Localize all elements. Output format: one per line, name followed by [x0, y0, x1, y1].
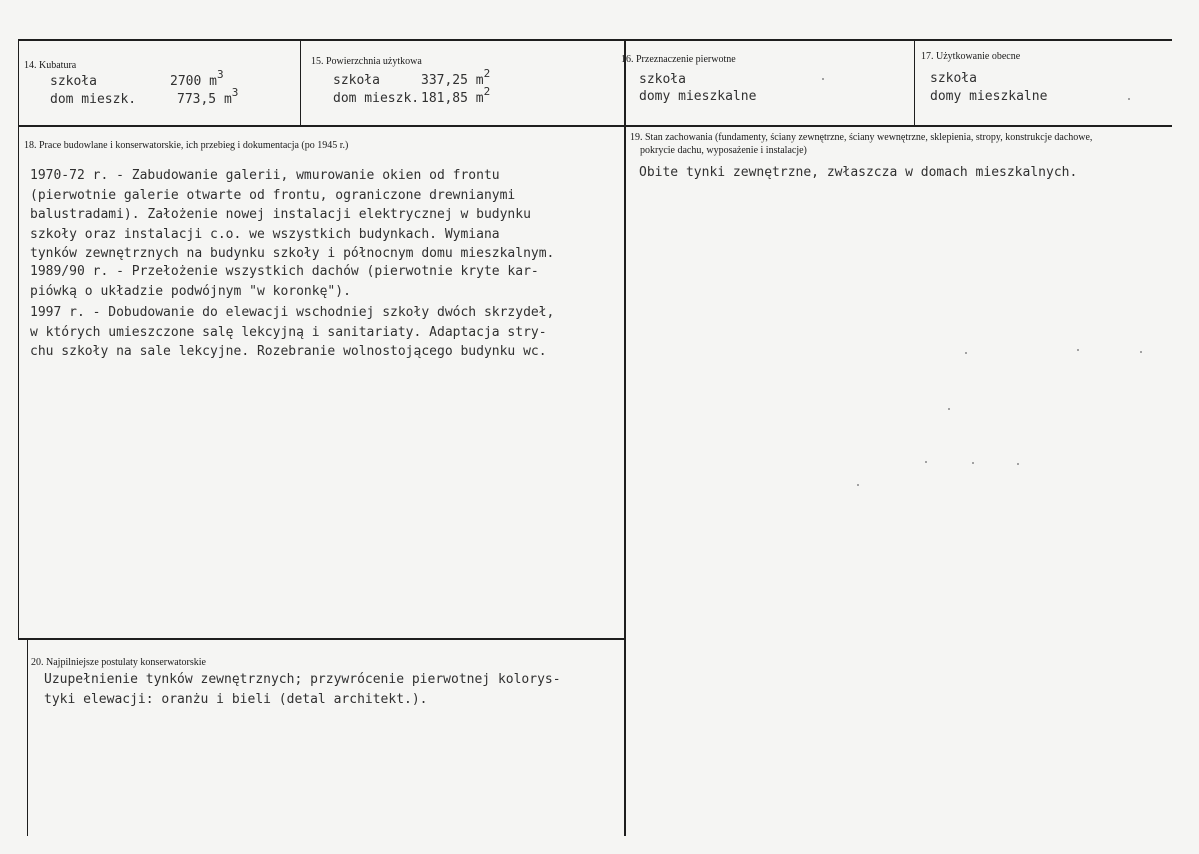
scan-speck: [948, 408, 950, 410]
przeznaczenie-header: 16. Przeznaczenie pierwotne: [621, 54, 736, 65]
divider-16-17: [914, 40, 915, 126]
prace-line: piówką o układzie podwójnym "w koronkę").: [30, 283, 351, 299]
uzytkowanie-header: 17. Użytkowanie obecne: [921, 51, 1021, 62]
przeznaczenie-line: szkoła: [639, 72, 686, 87]
left-border: [18, 39, 19, 639]
kubatura-row-value: 2700 $m^3$: [170, 67, 224, 89]
prace-line: (pierwotnie galerie otwarte od frontu, ograniczone drewnianymi: [30, 187, 516, 203]
kubatura-row-name: dom mieszk.: [50, 92, 137, 107]
scan-speck: [925, 461, 927, 463]
uzytkowanie-line: domy mieszkalne: [930, 89, 1048, 104]
stan-header: 19. Stan zachowania (fundamenty, ściany zewnętrzne, ściany wewnętrzne, sklepienia, stropy, konstrukcje dachowe,: [630, 132, 1093, 143]
prace-paragraph: [30, 166, 620, 264]
postulaty-line: Uzupełnienie tynków zewnętrznych; przywrócenie pierwotnej kolorys-: [44, 672, 561, 687]
kubatura-row-value: 773,5 $m^3$: [177, 85, 239, 107]
scan-speck: [1128, 98, 1130, 100]
prace-line: tynków zewnętrznych na budynku szkoły i północnym domu mieszkalnym.: [30, 246, 555, 261]
powierzchnia-header: 15. Powierzchnia użytkowa: [311, 56, 422, 67]
scan-speck: [972, 462, 974, 464]
kubatura-row-name: szkoła: [50, 74, 97, 89]
przeznaczenie-line: domy mieszkalne: [639, 89, 757, 104]
prace-line: 1997 r. - Dobudowanie do elewacji wschodniej szkoły dwóch skrzydeł,: [30, 305, 555, 320]
section-20-rule: [18, 638, 626, 640]
powierzchnia-row-name: dom mieszk.: [333, 91, 420, 106]
stan-header-cont: pokrycie dachu, wyposażenie i instalacje): [640, 145, 807, 156]
prace-line: szkoły oraz instalacji c.o. we wszystkich budynkach. Wymiana: [30, 226, 500, 242]
stan-text: Obite tynki zewnętrzne, zwłaszcza w domach mieszkalnych.: [639, 165, 1078, 180]
prace-line: 1989/90 r. - Przełożenie wszystkich dachów (pierwotnie kryte kar-: [30, 264, 539, 279]
prace-line: 1970-72 r. - Zabudowanie galerii, wmurowanie okien od frontu: [30, 168, 500, 183]
prace-line: chu szkoły na sale lekcyjne. Rozebranie wolnostojącego budynku wc.: [30, 344, 547, 359]
kubatura-header: 14. Kubatura: [24, 60, 77, 71]
divider-14-15: [300, 40, 301, 126]
powierzchnia-row-value: 337,25 $m^2$: [421, 66, 491, 88]
scan-speck: [857, 484, 859, 486]
uzytkowanie-line: szkoła: [930, 71, 977, 86]
header-row-rule: [18, 125, 1172, 127]
scan-speck: [1140, 351, 1142, 353]
prace-paragraph: [30, 303, 620, 362]
scan-speck: [822, 78, 824, 80]
scan-speck: [1077, 349, 1079, 351]
section-20-left-border: [27, 639, 28, 836]
prace-line: balustradami). Założenie nowej instalacji elektrycznej w budynku: [30, 207, 531, 222]
center-divider: [624, 40, 626, 836]
postulaty-header: 20. Najpilniejsze postulaty konserwatorskie: [31, 657, 206, 668]
top-rule: [18, 39, 1172, 41]
powierzchnia-row-value: 181,85 $m^2$: [421, 84, 491, 106]
prace-paragraph: [30, 262, 620, 301]
powierzchnia-row-name: szkoła: [333, 73, 380, 88]
postulaty-paragraph: [44, 670, 614, 709]
prace-header: 18. Prace budowlane i konserwatorskie, ich przebieg i dokumentacja (po 1945 r.): [24, 140, 349, 151]
scan-speck: [1017, 463, 1019, 465]
prace-line: w których umieszczone salę lekcyjną i sanitariaty. Adaptacja stry-: [30, 324, 547, 340]
postulaty-line: tyki elewacji: oranżu i bieli (detal architekt.).: [44, 691, 428, 707]
scan-speck: [965, 352, 967, 354]
